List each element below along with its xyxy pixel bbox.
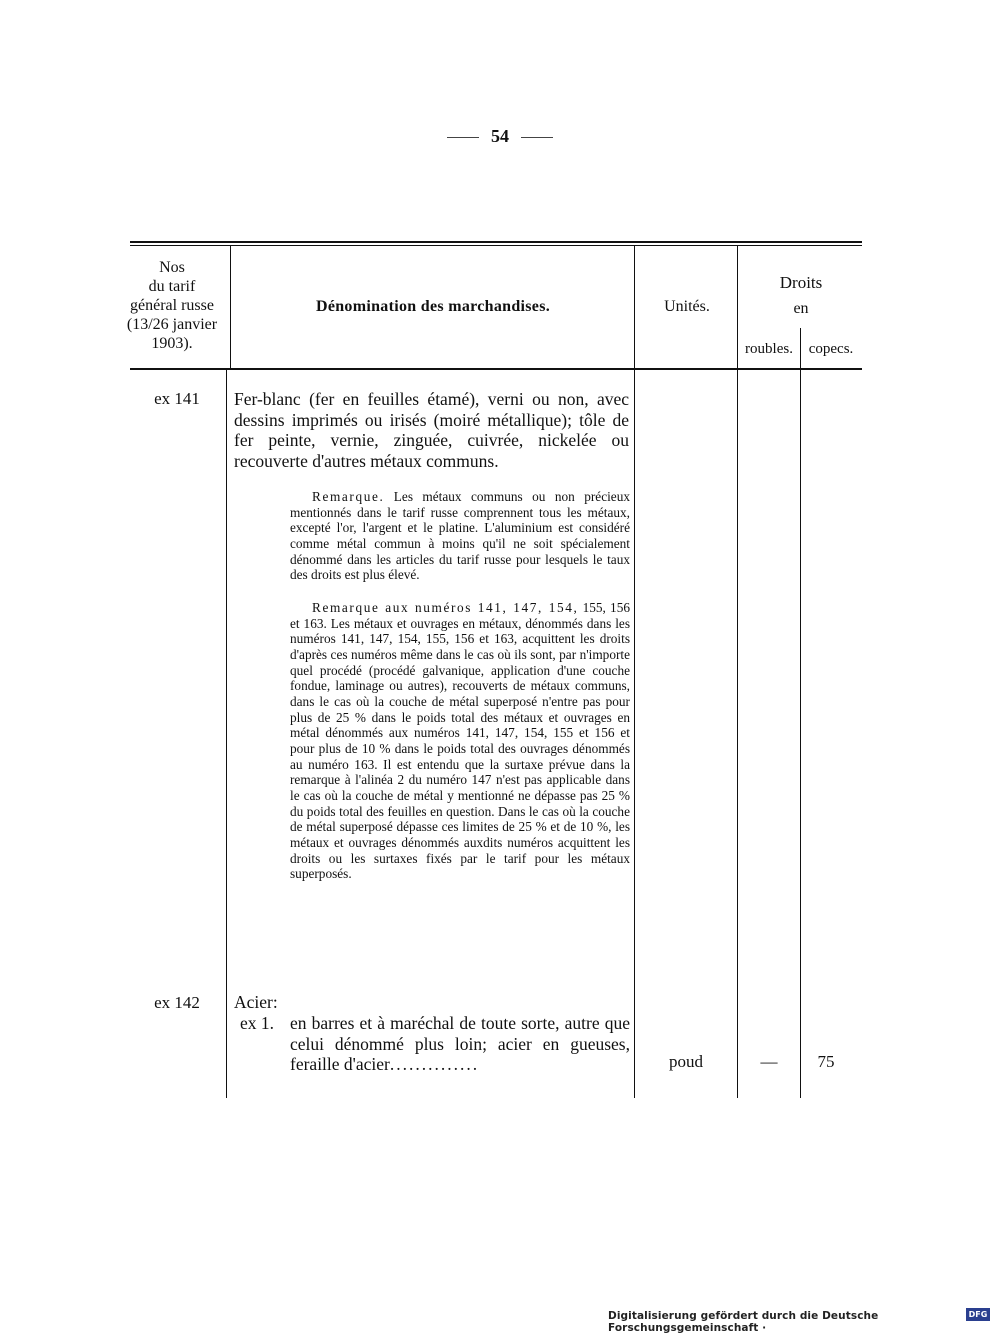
table-top-rule-thin: [130, 245, 862, 246]
header-roubles: roubles.: [745, 341, 793, 357]
remark-2: [290, 600, 630, 882]
header-nos-line3: général russe: [130, 297, 214, 314]
header-nos: [112, 258, 232, 277]
page-number: [0, 126, 1000, 147]
subitem-text: [290, 1013, 630, 1075]
header-en: en: [793, 300, 809, 317]
page-number-text: 54: [491, 126, 509, 146]
col-divider-3: [737, 370, 738, 1098]
header-denomination: Dénomination des marchandises.: [315, 298, 551, 315]
row-number-ex142: ex 142: [154, 993, 200, 1012]
subitem-text-content: en barres et à maréchal de toute sorte, autre que celui dénommé plus loin; acier en gueuses, feraille d'acier: [290, 1013, 630, 1074]
remark-2-text: 155, 156 et 163. Les métaux et ouvrages en métaux, dénommés dans les numéros 141, 147, 154, 155, 156 et 163, acquittent les droits d'après ces numéros même dans le cas où ils sont, par n'importe quel procédé (procédé galvanique, application d'une couche fondue, laminage ou autres), recouverts de métaux communs, dans le cas où la couche de métal superposé n'entre pas pour plus de 25 % dans le poids total des métaux et ouvrages en métal dénommés aux numéros 141, 147, 154, 155 et 156 et pour plus de 10 % dans le poids total des ouvrages dénommés au numéro 163. Il est entendu que la surtaxe prévue dans la remarque à l'alinéa 2 du numéro 147 n'est pas applicable dans le cas où la couche de métal y mentionné ne dépasse pas 25 % du poids total des feuilles en question. Dans le cas où la couche de métal superposé dépasse ces limites de 25 % et de 10 %, les métaux et ouvrages dénommés auxdits numéros acquittent les droits ou les surtaxes fixés par le tarif pour les métaux superposés.: [290, 600, 631, 882]
header-duties: Droits: [779, 273, 823, 292]
copecs-value: 75: [817, 1052, 835, 1071]
remark-2-label: Remarque aux numéros 141, 147, 154,: [312, 600, 579, 615]
col-divider-1: [226, 370, 227, 1098]
roubles-value: —: [760, 1052, 778, 1071]
dash-left: [447, 137, 479, 138]
leader-dots: ..............: [389, 1054, 480, 1074]
row-heading-acier: Acier:: [234, 992, 278, 1012]
col-divider-4: [800, 370, 801, 1098]
header-nos-line5: 1903).: [151, 335, 193, 352]
header-units: Unités.: [664, 298, 710, 315]
row-description-ex141: Fer-blanc (fer en feuilles étamé), verni ou non, avec dessins imprimés ou irisés (moiré métallique); tôle de fer peinte, vernie, zinguée, cuivrée, nickelée ou recouverte d'autres métaux communs.: [234, 389, 629, 471]
header-tariff-numbers: [112, 258, 232, 353]
table-top-rule: [130, 241, 862, 243]
header-nos-line2: du tarif: [148, 278, 196, 295]
subitem-label: ex 1.: [240, 1013, 275, 1033]
header-copecs: copecs.: [808, 341, 854, 357]
col-divider-2: [634, 370, 635, 1098]
col-divider-2-header: [634, 246, 635, 370]
remark-1-text: Les métaux communs ou non précieux mentionnés dans le tarif russe comprennent tous les métaux, excepté l'or, l'argent et le platine. L'aluminium est considéré comme métal commun à moins qu'il ne soit spécialement dénommé dans les articles du tarif russe pour lesquels le taux des droits est plus élevé.: [290, 489, 630, 583]
remark-1-label: Remarque.: [312, 489, 385, 504]
header-nos-line4: (13/26 janvier: [126, 316, 218, 333]
unit-poud: poud: [669, 1052, 703, 1071]
footer-credit: Digitalisierung gefördert durch die Deutsche Forschungsgemeinschaft ·: [608, 1310, 879, 1334]
header-bottom-rule: [130, 368, 862, 370]
row-number-ex141: ex 141: [154, 389, 200, 408]
dfg-logo: DFG: [966, 1308, 990, 1321]
remark-1: [290, 489, 630, 583]
dash-right: [521, 137, 553, 138]
header-nos-text: Nos: [159, 259, 185, 276]
